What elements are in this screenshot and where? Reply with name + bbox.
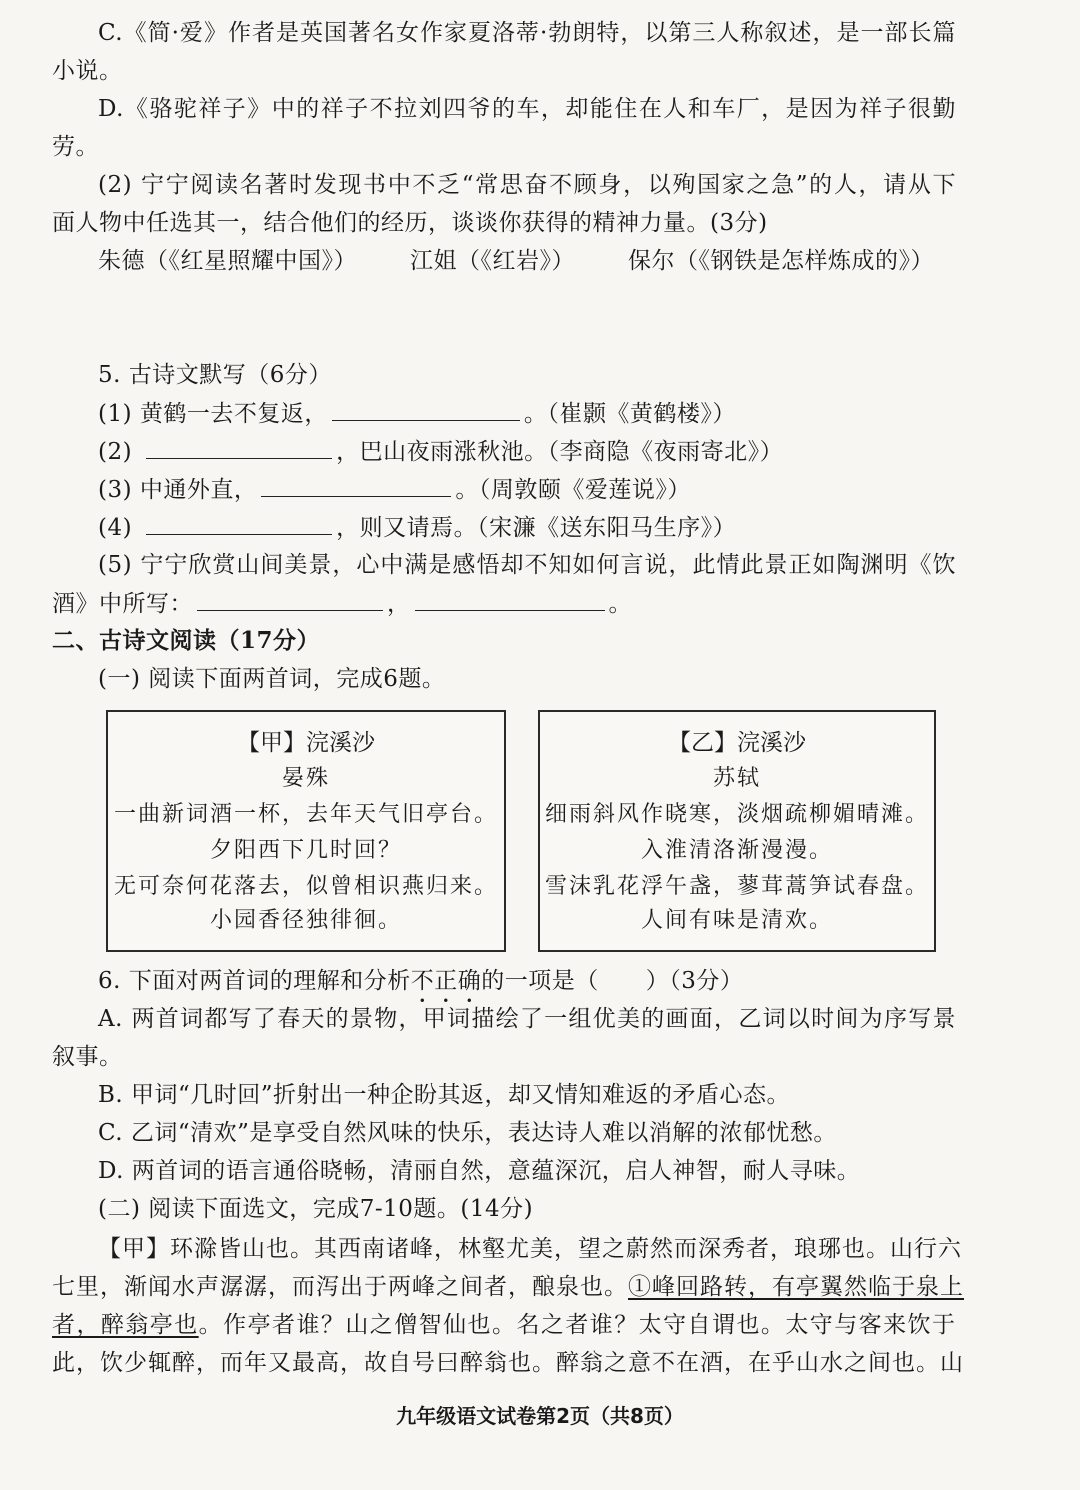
q6-option-c: C. 乙词“清欢”是享受自然风味的快乐，表达诗人难以消解的浓郁忧愁。 bbox=[98, 1120, 837, 1146]
q4-2-line2: 面人物中任选其一，结合他们的经历，谈谈你获得的精神力量。(3分) bbox=[52, 210, 768, 236]
underlined-sentence: ①峰回路转，有亭翼然临于泉上 bbox=[628, 1274, 964, 1300]
q6-stem bbox=[98, 966, 743, 1008]
q5-item5-line1: (5) 宁宁欣赏山间美景，心中满是感悟却不知如何言说，此情此景正如陶渊明《饮 bbox=[98, 552, 956, 578]
passage-jia-line1: 【甲】环滁皆山也。其西南诸峰，林壑尤美，望之蔚然而深秀者，琅琊也。山行六 bbox=[98, 1236, 962, 1262]
passage-jia-line3 bbox=[52, 1310, 956, 1340]
poem-yi-author: 苏轼 bbox=[712, 766, 761, 791]
option-c-line1: C.《简·爱》作者是英国著名女作家夏洛蒂·勃朗特，以第三人称叙述，是一部长篇 bbox=[98, 20, 956, 46]
part2-title: (二) 阅读下面选文，完成7-10题。(14分) bbox=[98, 1196, 534, 1222]
q5-item2-prefix: (2) bbox=[98, 439, 133, 465]
q4-2-line1: (2) 宁宁阅读名著时发现书中不乏“常思奋不顾身，以殉国家之急”的人，请从下 bbox=[98, 172, 956, 198]
poem-jia-line: 一曲新词酒一杯，去年天气旧亭台。 bbox=[113, 802, 498, 827]
passage-jia-line4: 此，饮少辄醉，而年又最高，故自号曰醉翁也。醉翁之意不在酒，在乎山水之间也。山 bbox=[52, 1350, 964, 1376]
q5-item3-suffix: 。（周敦颐《爱莲说》） bbox=[455, 477, 691, 503]
q6-stem-emphasis: 不正确 bbox=[410, 968, 482, 994]
poem-jia-line: 夕阳西下几时回？ bbox=[209, 838, 402, 863]
poem-yi-line: 雪沫乳花浮午盏，蓼茸蒿笋试春盘。 bbox=[544, 874, 929, 899]
section2-part1: (一) 阅读下面两首词，完成6题。 bbox=[98, 666, 446, 692]
q6-option-d: D. 两首词的语言通俗晓畅，清丽自然，意蕴深沉，启人神智，耐人寻味。 bbox=[98, 1158, 861, 1184]
poem-jia-line: 无可奈何花落去，似曾相识燕归来。 bbox=[113, 874, 498, 899]
q6-option-b: B. 甲词“几时回”折射出一种企盼其返，却又情知难返的矛盾心态。 bbox=[98, 1082, 791, 1108]
poem-yi-box bbox=[538, 710, 936, 952]
poem-jia-title: 【甲】浣溪沙 bbox=[237, 730, 375, 756]
poem-jia-author: 晏殊 bbox=[281, 766, 330, 791]
q5-item1 bbox=[98, 398, 736, 429]
section2-title: 二、古诗文阅读（17分） bbox=[52, 627, 321, 654]
q5-item3-prefix: (3) 中通外直， bbox=[98, 477, 258, 503]
poem-yi-title: 【乙】浣溪沙 bbox=[668, 730, 806, 756]
passage-line3-text: 。作亭者谁？山之僧智仙也。名之者谁？太守自谓也。太守与客来饮于 bbox=[198, 1312, 957, 1338]
poem-jia-box bbox=[106, 710, 506, 952]
answer-blank[interactable] bbox=[197, 588, 383, 611]
q5-item5-comma: ， bbox=[387, 591, 411, 617]
q5-item2 bbox=[98, 436, 783, 467]
person-zhu-de: 朱德（《红星照耀中国》） bbox=[98, 248, 357, 274]
q5-title: 5. 古诗文默写（6分） bbox=[98, 362, 332, 388]
q5-item1-suffix: 。（崔颢《黄鹤楼》） bbox=[523, 401, 736, 427]
answer-blank[interactable] bbox=[146, 512, 332, 535]
q6-stem-a: 6. 下面对两首词的理解和分析 bbox=[98, 968, 411, 994]
page-footer: 九年级语文试卷第2页（共8页） bbox=[396, 1404, 684, 1428]
passage-line2-text: 七里，渐闻水声潺潺，而泻出于两峰之间者，酿泉也。 bbox=[52, 1274, 628, 1300]
q5-item4-prefix: (4) bbox=[98, 515, 133, 541]
person-paul: 保尔（《钢铁是怎样炼成的》） bbox=[628, 248, 934, 274]
q5-item3 bbox=[98, 474, 691, 505]
answer-blank[interactable] bbox=[146, 436, 332, 459]
answer-blank[interactable] bbox=[261, 474, 451, 497]
poem-yi-line: 入淮清洛渐漫漫。 bbox=[640, 838, 833, 863]
q5-item4-suffix: ，则又请焉。（宋濂《送东阳马生序》） bbox=[336, 515, 737, 541]
poem-yi-line: 人间有味是清欢。 bbox=[640, 908, 833, 933]
option-c-line2: 小说。 bbox=[52, 58, 123, 84]
q5-item1-prefix: (1) 黄鹤一去不复返， bbox=[98, 401, 328, 427]
q5-item2-suffix: ，巴山夜雨涨秋池。（李商隐《夜雨寄北》） bbox=[336, 439, 784, 465]
underlined-sentence-end: 者，醉翁亭也 bbox=[52, 1312, 199, 1338]
passage-jia-line2 bbox=[52, 1272, 964, 1302]
q6-option-a-line1: A. 两首词都写了春天的景物，甲词描绘了一组优美的画面，乙词以时间为序写景 bbox=[98, 1006, 956, 1032]
person-jiang-jie: 江姐（《红岩》） bbox=[410, 248, 575, 274]
q6-option-a-line2: 叙事。 bbox=[52, 1044, 123, 1070]
option-d-line2: 劳。 bbox=[52, 134, 99, 160]
q5-item5-prefix: 酒》中所写： bbox=[52, 591, 193, 617]
poem-yi-line: 细雨斜风作晓寒，淡烟疏柳媚晴滩。 bbox=[544, 802, 929, 827]
answer-blank[interactable] bbox=[332, 398, 520, 421]
q5-item4 bbox=[98, 512, 736, 543]
option-d-line1: D.《骆驼祥子》中的祥子不拉刘四爷的车，却能住在人和车厂，是因为祥子很勤 bbox=[98, 96, 956, 122]
q5-item5-line2 bbox=[52, 588, 632, 619]
answer-blank[interactable] bbox=[415, 588, 605, 611]
q6-stem-b: 的一项是（ ）（3分） bbox=[481, 968, 744, 994]
q5-item5-end: 。 bbox=[608, 591, 632, 617]
poem-jia-line: 小园香径独徘徊。 bbox=[209, 908, 402, 933]
